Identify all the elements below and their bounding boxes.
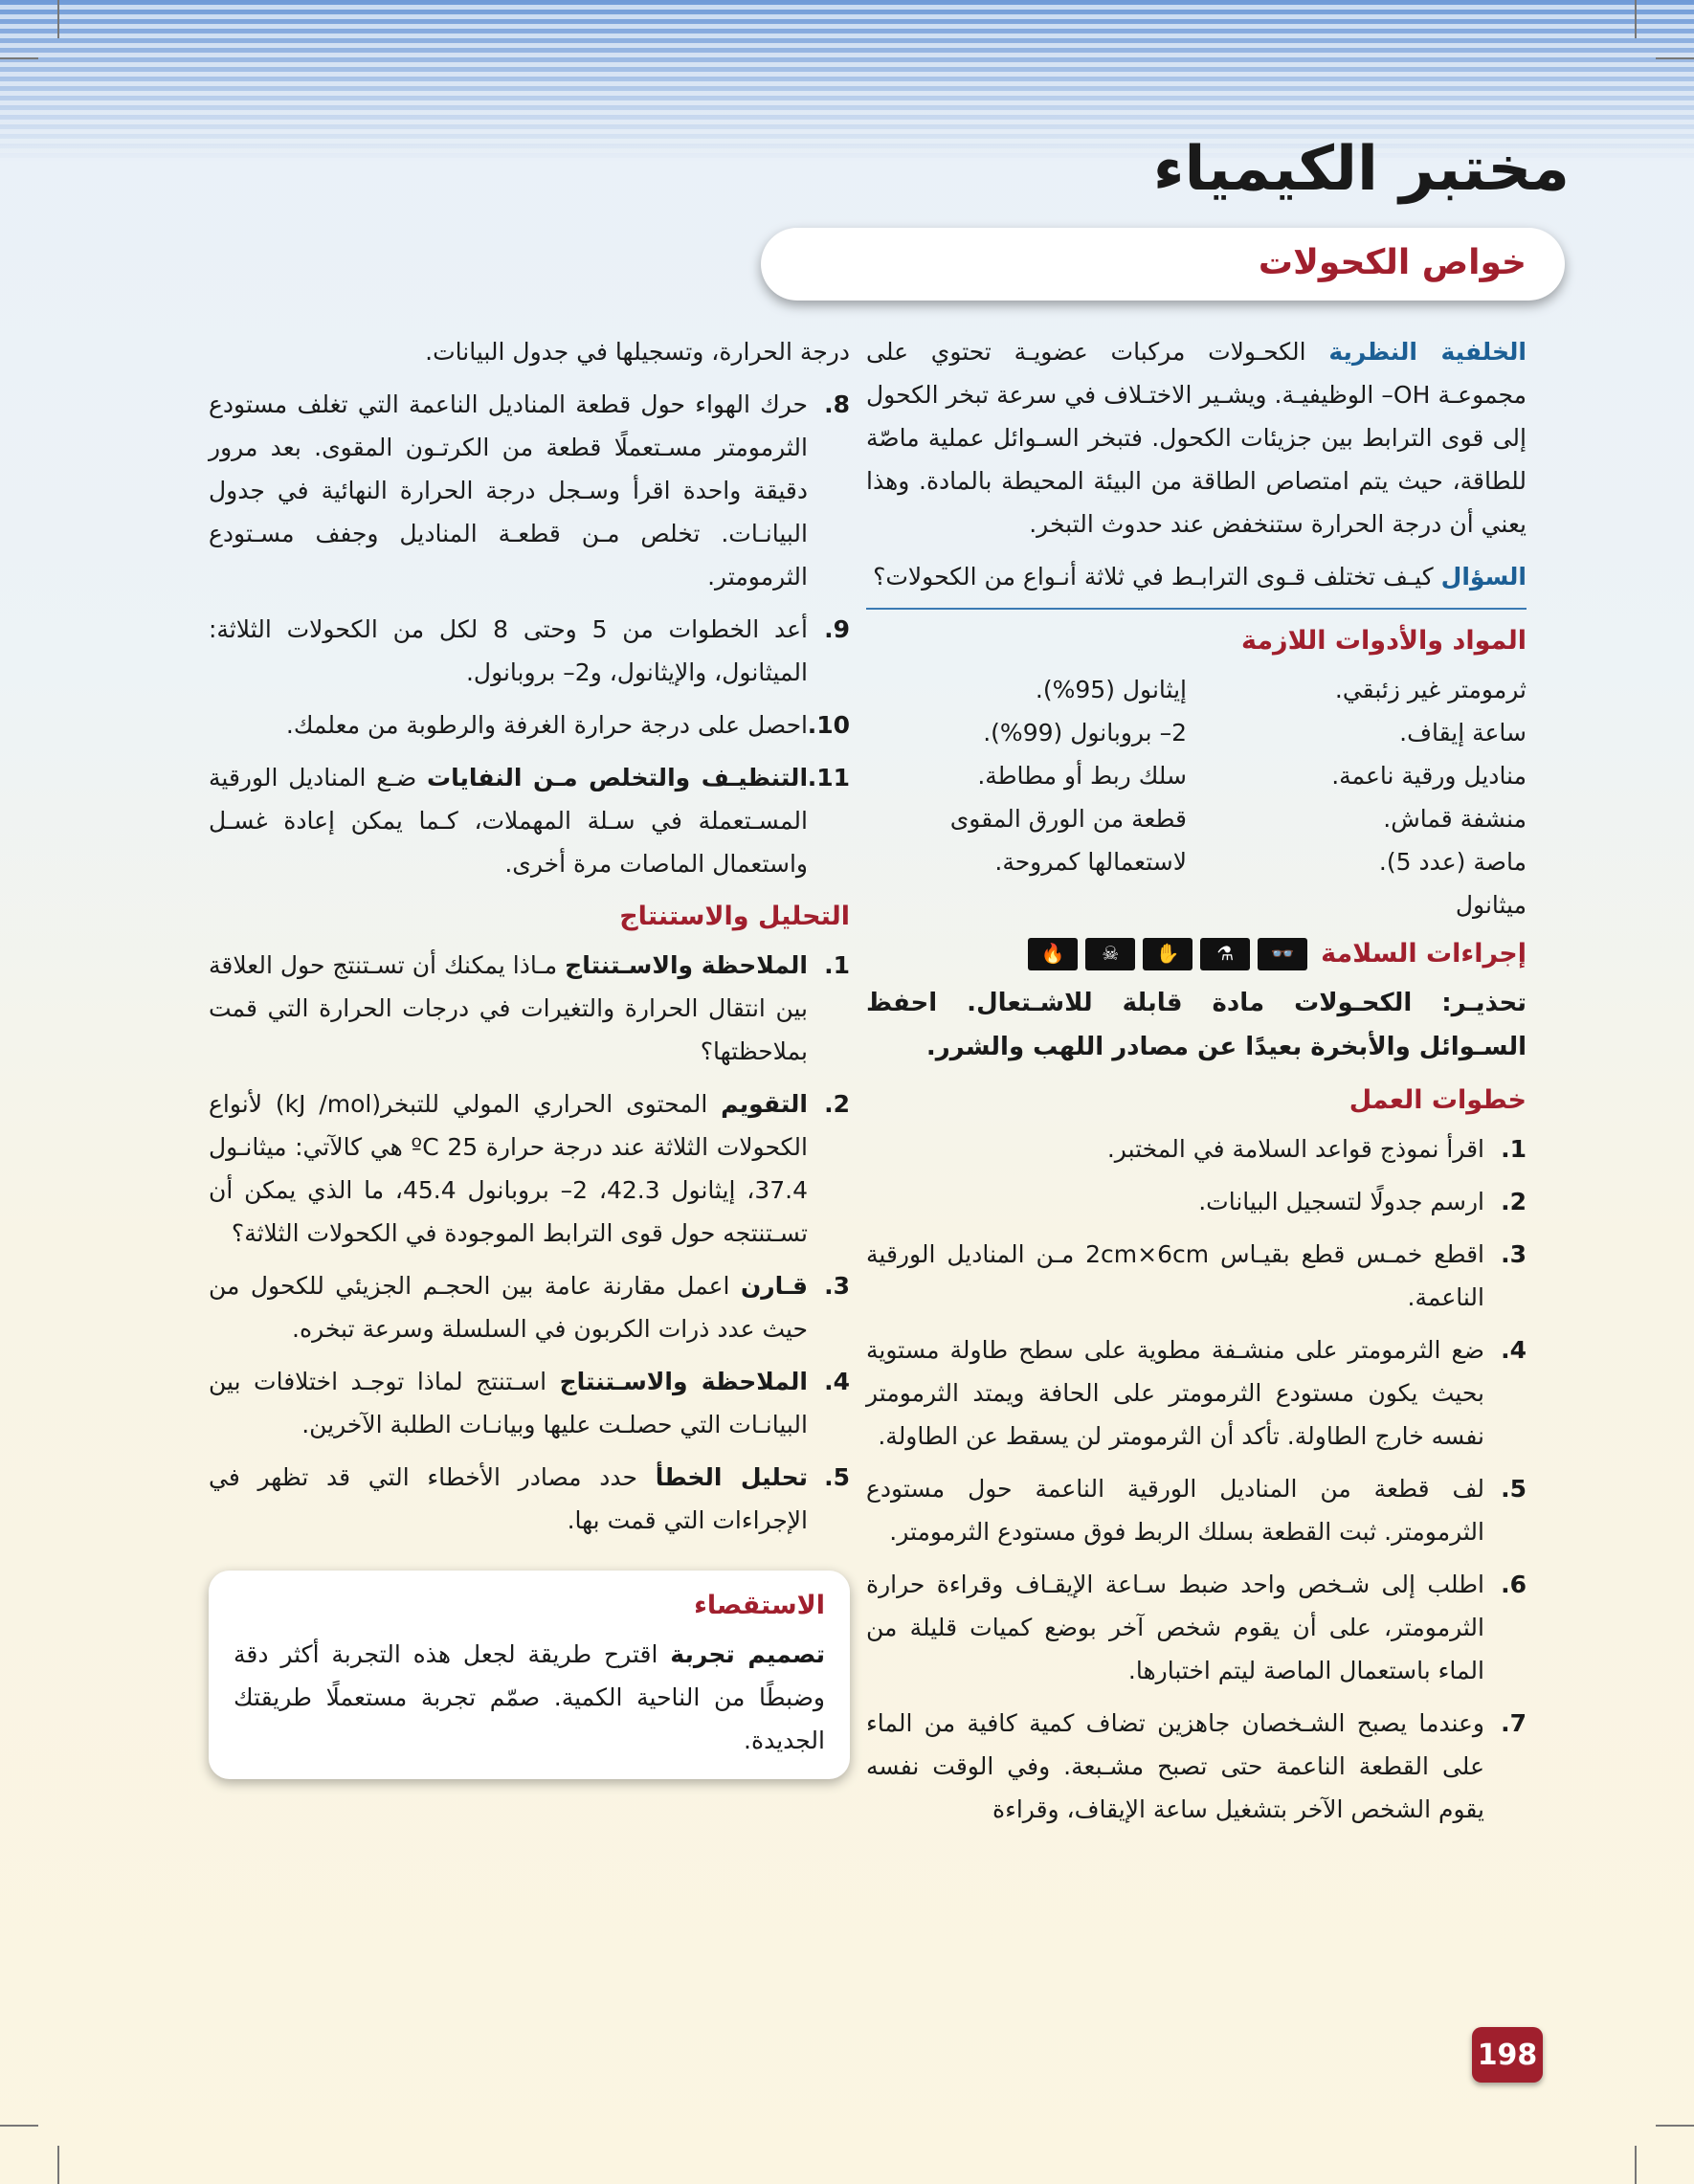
analysis-heading: التحليل والاستنتاج <box>619 902 850 931</box>
item-text: اعمل مقارنة عامة بين الحجـم الجزيئي للكحول من حيث عدد ذرات الكربون في السلسلة وسرعة تبخره. <box>209 1272 808 1343</box>
question-paragraph <box>866 555 1527 598</box>
section-divider <box>866 608 1527 610</box>
material-item: إيثانول (95%). <box>1035 676 1187 703</box>
material-item: ساعة إيقاف. <box>1399 719 1527 747</box>
materials-list <box>866 668 1527 926</box>
inquiry-lead: تصميم تجربة <box>670 1640 825 1668</box>
material-item: ثرمومتر غير زئبقي. <box>1334 676 1527 703</box>
background-text: الكحـولات مركبات عضويـة تحتوي على مجموعـة OH– الوظيفيـة. ويشـير الاختـلاف في سرعة تبخر الكحول إلى قوى الترابط بين جزيئات الكحول. فتبخر السـوائل عملية ماصّة للطاقة، حيث يتم امتصاص الطاقة من البيئة المحيطة بالمادة. وهذا يعني أن درجة الحرارة ستنخفض عند حدوث التبخر. <box>866 338 1527 538</box>
procedure-list <box>866 1127 1527 1831</box>
item-lead: الملاحظة والاسـتنتاج <box>565 951 809 979</box>
material-item: ميثانول <box>1455 891 1527 919</box>
crop-mark-top-left-h <box>0 57 38 59</box>
step-number: 8. <box>824 390 850 418</box>
material-item: 2– بروبانول (99%). <box>983 719 1187 747</box>
step-number: 10. <box>807 711 850 739</box>
item-number: 5. <box>824 1463 850 1491</box>
goggles-icon: 👓 <box>1258 938 1307 970</box>
procedure-step <box>209 608 850 694</box>
step-lead: التنظيـف والتخلص مـن النفايات <box>427 764 809 791</box>
item-text: اسـتنتج لماذا توجـد اختلافات بين البيانـات التي حصلـت عليها وبيانـات الطلبة الآخرين. <box>209 1368 808 1438</box>
item-lead: تحليل الخطأ <box>655 1463 808 1491</box>
material-item: منشفة قماش. <box>1383 805 1527 833</box>
step-text: ضع الثرمومتر على منشـفة مطوية على سطح طاولة مستوية بحيث يكون مستودع الثرمومتر على الحافة ويمتد الثرمومتر نفسه خارج الطاولة. تأكد أن الثرمومتر لن يسقط عن الطاولة. <box>866 1336 1484 1450</box>
left-column <box>209 330 850 1779</box>
procedure-list-continued <box>209 383 850 885</box>
safety-row <box>866 932 1527 975</box>
analysis-item <box>209 1264 850 1350</box>
inquiry-text: اقترح طريقة لجعل هذه التجربة أكثر دقة وضبطًا من الناحية الكمية. صمّم تجربة مستعملًا طريقتك الجديدة. <box>234 1640 825 1754</box>
step-text: أعد الخطوات من 5 وحتى 8 لكل من الكحولات الثلاثة: الميثانول، والإيثانول، و2– بروبانول. <box>209 615 808 686</box>
material-item: سلك ربط أو مطاطة. <box>977 762 1187 790</box>
page-number: 198 <box>1472 2027 1543 2083</box>
lab-title: خواص الكحولات <box>1258 243 1527 282</box>
material-item: قطعة من الورق المقوى <box>949 805 1187 833</box>
lab-coat-icon: ⚗ <box>1200 938 1250 970</box>
item-lead: قـارن <box>740 1272 808 1300</box>
item-text: حدد مصادر الأخطاء التي قد تظهر في الإجراءات التي قمت بها. <box>209 1463 808 1534</box>
analysis-item <box>209 1082 850 1255</box>
procedure-step <box>866 1127 1527 1170</box>
crop-mark-bottom-left-h <box>0 2125 38 2127</box>
analysis-item <box>209 1456 850 1542</box>
step-number: 7. <box>1501 1709 1527 1737</box>
procedure-step <box>866 1702 1527 1831</box>
procedure-step <box>866 1233 1527 1319</box>
analysis-item <box>209 944 850 1073</box>
procedure-step <box>866 1180 1527 1223</box>
inquiry-box <box>209 1571 850 1779</box>
question-label: السؤال <box>1440 563 1527 591</box>
step-text: اطلب إلى شـخص واحد ضبط سـاعة الإيقـاف وقراءة حرارة الثرمومتر، على أن يقوم شخص آخر بوضع كميات قليلة من الماء باستعمال الماصة ليتم اختبارها. <box>866 1571 1484 1684</box>
item-text: المحتوى الحراري المولي للتبخر(kJ /mol) لأنواع الكحولات الثلاثة عند درجة حرارة 25 ºC هي كالآتي: ميثانـول 37.4، إيثانول 42.3، 2– بروبانول 45.4، ما الذي يمكن أن تسـتنتجه حول قوى الترابط الموجودة في الكحولات الثلاثة؟ <box>209 1090 809 1247</box>
step-number: 2. <box>1501 1188 1527 1215</box>
procedure-step <box>209 383 850 598</box>
step-number: 4. <box>1501 1336 1527 1364</box>
safety-heading: إجراءات السلامة <box>1321 939 1527 969</box>
step-number: 11. <box>807 764 850 791</box>
crop-mark-bottom-left <box>57 2146 59 2184</box>
safety-icons <box>1028 938 1307 970</box>
step-text: وعندما يصبح الشـخصان جاهزين تضاف كمية كافية من الماء على القطعة الناعمة حتى تصبح مشـبعة. وفي الوقت نفسه يقوم الشخص الآخر بتشغيل ساعة الإيقاف، وقراءة <box>866 1709 1484 1823</box>
procedure-step <box>866 1328 1527 1458</box>
inquiry-heading: الاستقصاء <box>694 1591 825 1620</box>
step-text: ارسم جدولًا لتسجيل البيانات. <box>1198 1188 1484 1215</box>
gloves-icon: ✋ <box>1143 938 1192 970</box>
step-text: اقطع خمـس قطع بقيـاس 2cm×6cm مـن المناديل الورقية الناعمة. <box>866 1240 1484 1311</box>
materials-heading: المواد والأدوات اللازمة <box>1240 626 1527 656</box>
crop-mark-top-left <box>57 0 59 38</box>
step-text: لف قطعة من المناديل الورقية الناعمة حول مستودع الثرمومتر. ثبت القطعة بسلك الربط فوق مستودع الثرمومتر. <box>866 1475 1484 1546</box>
procedure-step <box>866 1563 1527 1692</box>
crop-mark-top-right <box>1635 0 1637 38</box>
material-item: لاستعمالها كمروحة. <box>994 848 1187 876</box>
step-number: 6. <box>1501 1571 1527 1598</box>
item-lead: التقويم <box>721 1090 808 1118</box>
question-text: كيـف تختلف قـوى الترابـط في ثلاثة أنـواع من الكحولات؟ <box>873 563 1434 591</box>
step-number: 3. <box>1501 1240 1527 1268</box>
analysis-item <box>209 1360 850 1446</box>
step-text: احصل على درجة حرارة الغرفة والرطوبة من معلمك. <box>285 711 808 739</box>
item-number: 1. <box>824 951 850 979</box>
item-lead: الملاحظة والاسـتنتاج <box>559 1368 809 1395</box>
step-continuation: درجة الحرارة، وتسجيلها في جدول البيانات. <box>425 338 850 366</box>
material-item: ماصة (عدد 5). <box>1378 848 1527 876</box>
material-item <box>866 883 1187 926</box>
procedure-step <box>209 703 850 747</box>
procedure-step <box>866 1467 1527 1553</box>
crop-mark-bottom-right <box>1635 2146 1637 2184</box>
item-number: 3. <box>824 1272 850 1300</box>
background-paragraph <box>866 330 1527 546</box>
procedure-step <box>209 756 850 885</box>
toxic-icon: ☠ <box>1085 938 1135 970</box>
right-column <box>866 330 1527 1840</box>
warning-text: تحذيـر: الكحـولات مادة قابلة للاشـتعال. احفظ السـوائل والأبخرة بعيدًا عن مصادر اللهب والشرر. <box>866 989 1527 1061</box>
crop-mark-bottom-right-h <box>1656 2125 1694 2127</box>
item-number: 2. <box>824 1090 850 1118</box>
procedure-heading: خطوات العمل <box>1349 1085 1527 1115</box>
analysis-list <box>209 944 850 1542</box>
background-label: الخلفية النظرية <box>1328 338 1527 366</box>
page-title: مختبر الكيمياء <box>1152 134 1570 205</box>
step-text: حرك الهواء حول قطعة المناديل الناعمة التي تغلف مستودع الثرمومتر مسـتعملًا قطعة من الكرتـون المقوى. بعد مرور دقيقة واحدة اقرأ وسـجل درجة الحرارة النهائية في جدول البيانـات. تخلص مـن قطعـة المناديل وجفف مسـتودع الثرمومتر. <box>209 390 808 591</box>
inquiry-paragraph <box>234 1633 825 1762</box>
step-number: 5. <box>1501 1475 1527 1503</box>
flame-icon: 🔥 <box>1028 938 1078 970</box>
step-text: اقرأ نموذج قواعد السلامة في المختبر. <box>1106 1135 1484 1163</box>
crop-mark-top-right-h <box>1656 57 1694 59</box>
step-number: 1. <box>1501 1135 1527 1163</box>
material-item: مناديل ورقية ناعمة. <box>1331 762 1527 790</box>
step-number: 9. <box>824 615 850 643</box>
item-text: مـاذا يمكنك أن تسـتنتج حول العلاقة بين انتقال الحرارة والتغيرات في درجات الحرارة التي قمت بملاحظتها؟ <box>209 951 808 1065</box>
step-text: ضـع المناديل الورقية المسـتعملة في سـلة المهملات، كـما يمكن إعادة غسـل واستعمال الماصات مرة أخرى. <box>209 764 808 878</box>
item-number: 4. <box>824 1368 850 1395</box>
lab-title-banner <box>761 228 1565 301</box>
